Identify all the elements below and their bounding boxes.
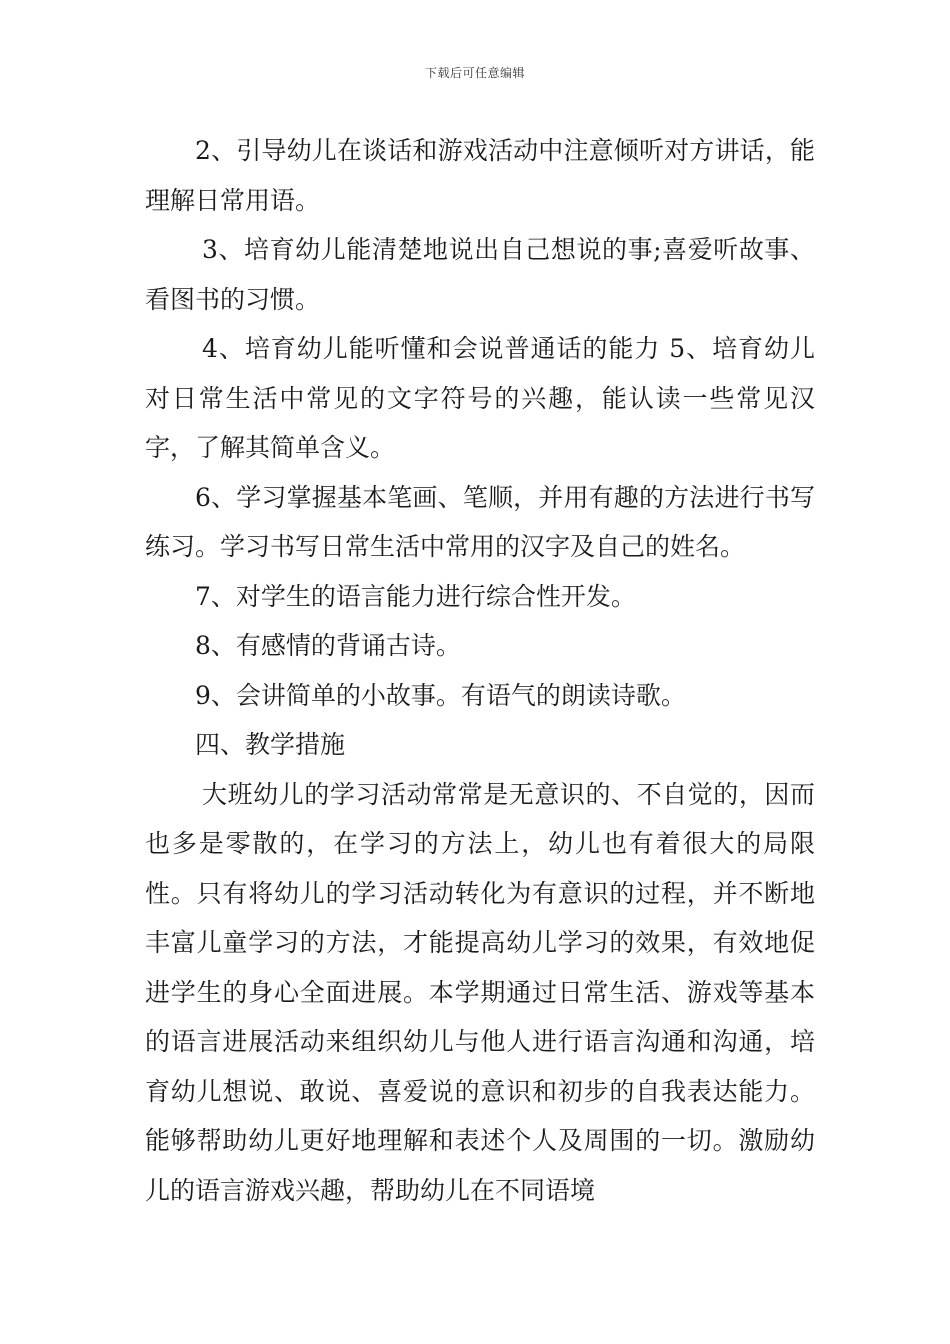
paragraph-goal-2: 2、引导幼儿在谈话和游戏活动中注意倾听对方讲话，能理解日常用语。 [145, 136, 815, 215]
paragraph-teaching-measures: 大班幼儿的学习活动常常是无意识的、不自觉的，因而也多是零散的，在学习的方法上，幼儿也有着很大的局限性。只有将幼儿的学习活动转化为有意识的过程，并不断地丰富儿童学习的方法，才能提高幼儿学习的效果，有效地促进学生的身心全面进展。本学期通过日常生活、游戏等基本的语言进展活动来组织幼儿与他人进行语言沟通和沟通，培育幼儿想说、敢说、喜爱说的意识和初步的自我表达能力。能够帮助幼儿更好地理解和表述个人及周围的一切。激励幼儿的语言游戏兴趣，帮助幼儿在不同语境 [145, 779, 815, 1205]
document-body [145, 126, 815, 1215]
paragraph-goal-3: 3、培育幼儿能清楚地说出自己想说的事;喜爱听故事、看图书的习惯。 [145, 235, 815, 314]
paragraph-goal-4-5: 4、培育幼儿能听懂和会说普通话的能力 5、培育幼儿对日常生活中常见的文字符号的兴趣，能认读一些常见汉字，了解其简单含义。 [145, 334, 815, 462]
paragraph-goal-7: 7、对学生的语言能力进行综合性开发。 [195, 581, 636, 611]
paragraph-goal-6: 6、学习掌握基本笔画、笔顺，并用有趣的方法进行书写练习。学习书写日常生活中常用的汉字及自己的姓名。 [145, 482, 815, 561]
paragraph-goal-9: 9、会讲简单的小故事。有语气的朗读诗歌。 [195, 680, 686, 710]
header-note: 下载后可任意编辑 [424, 66, 525, 80]
paragraph-goal-8: 8、有感情的背诵古诗。 [195, 631, 461, 660]
section-heading-teaching-measures: 四、教学措施 [195, 730, 346, 759]
